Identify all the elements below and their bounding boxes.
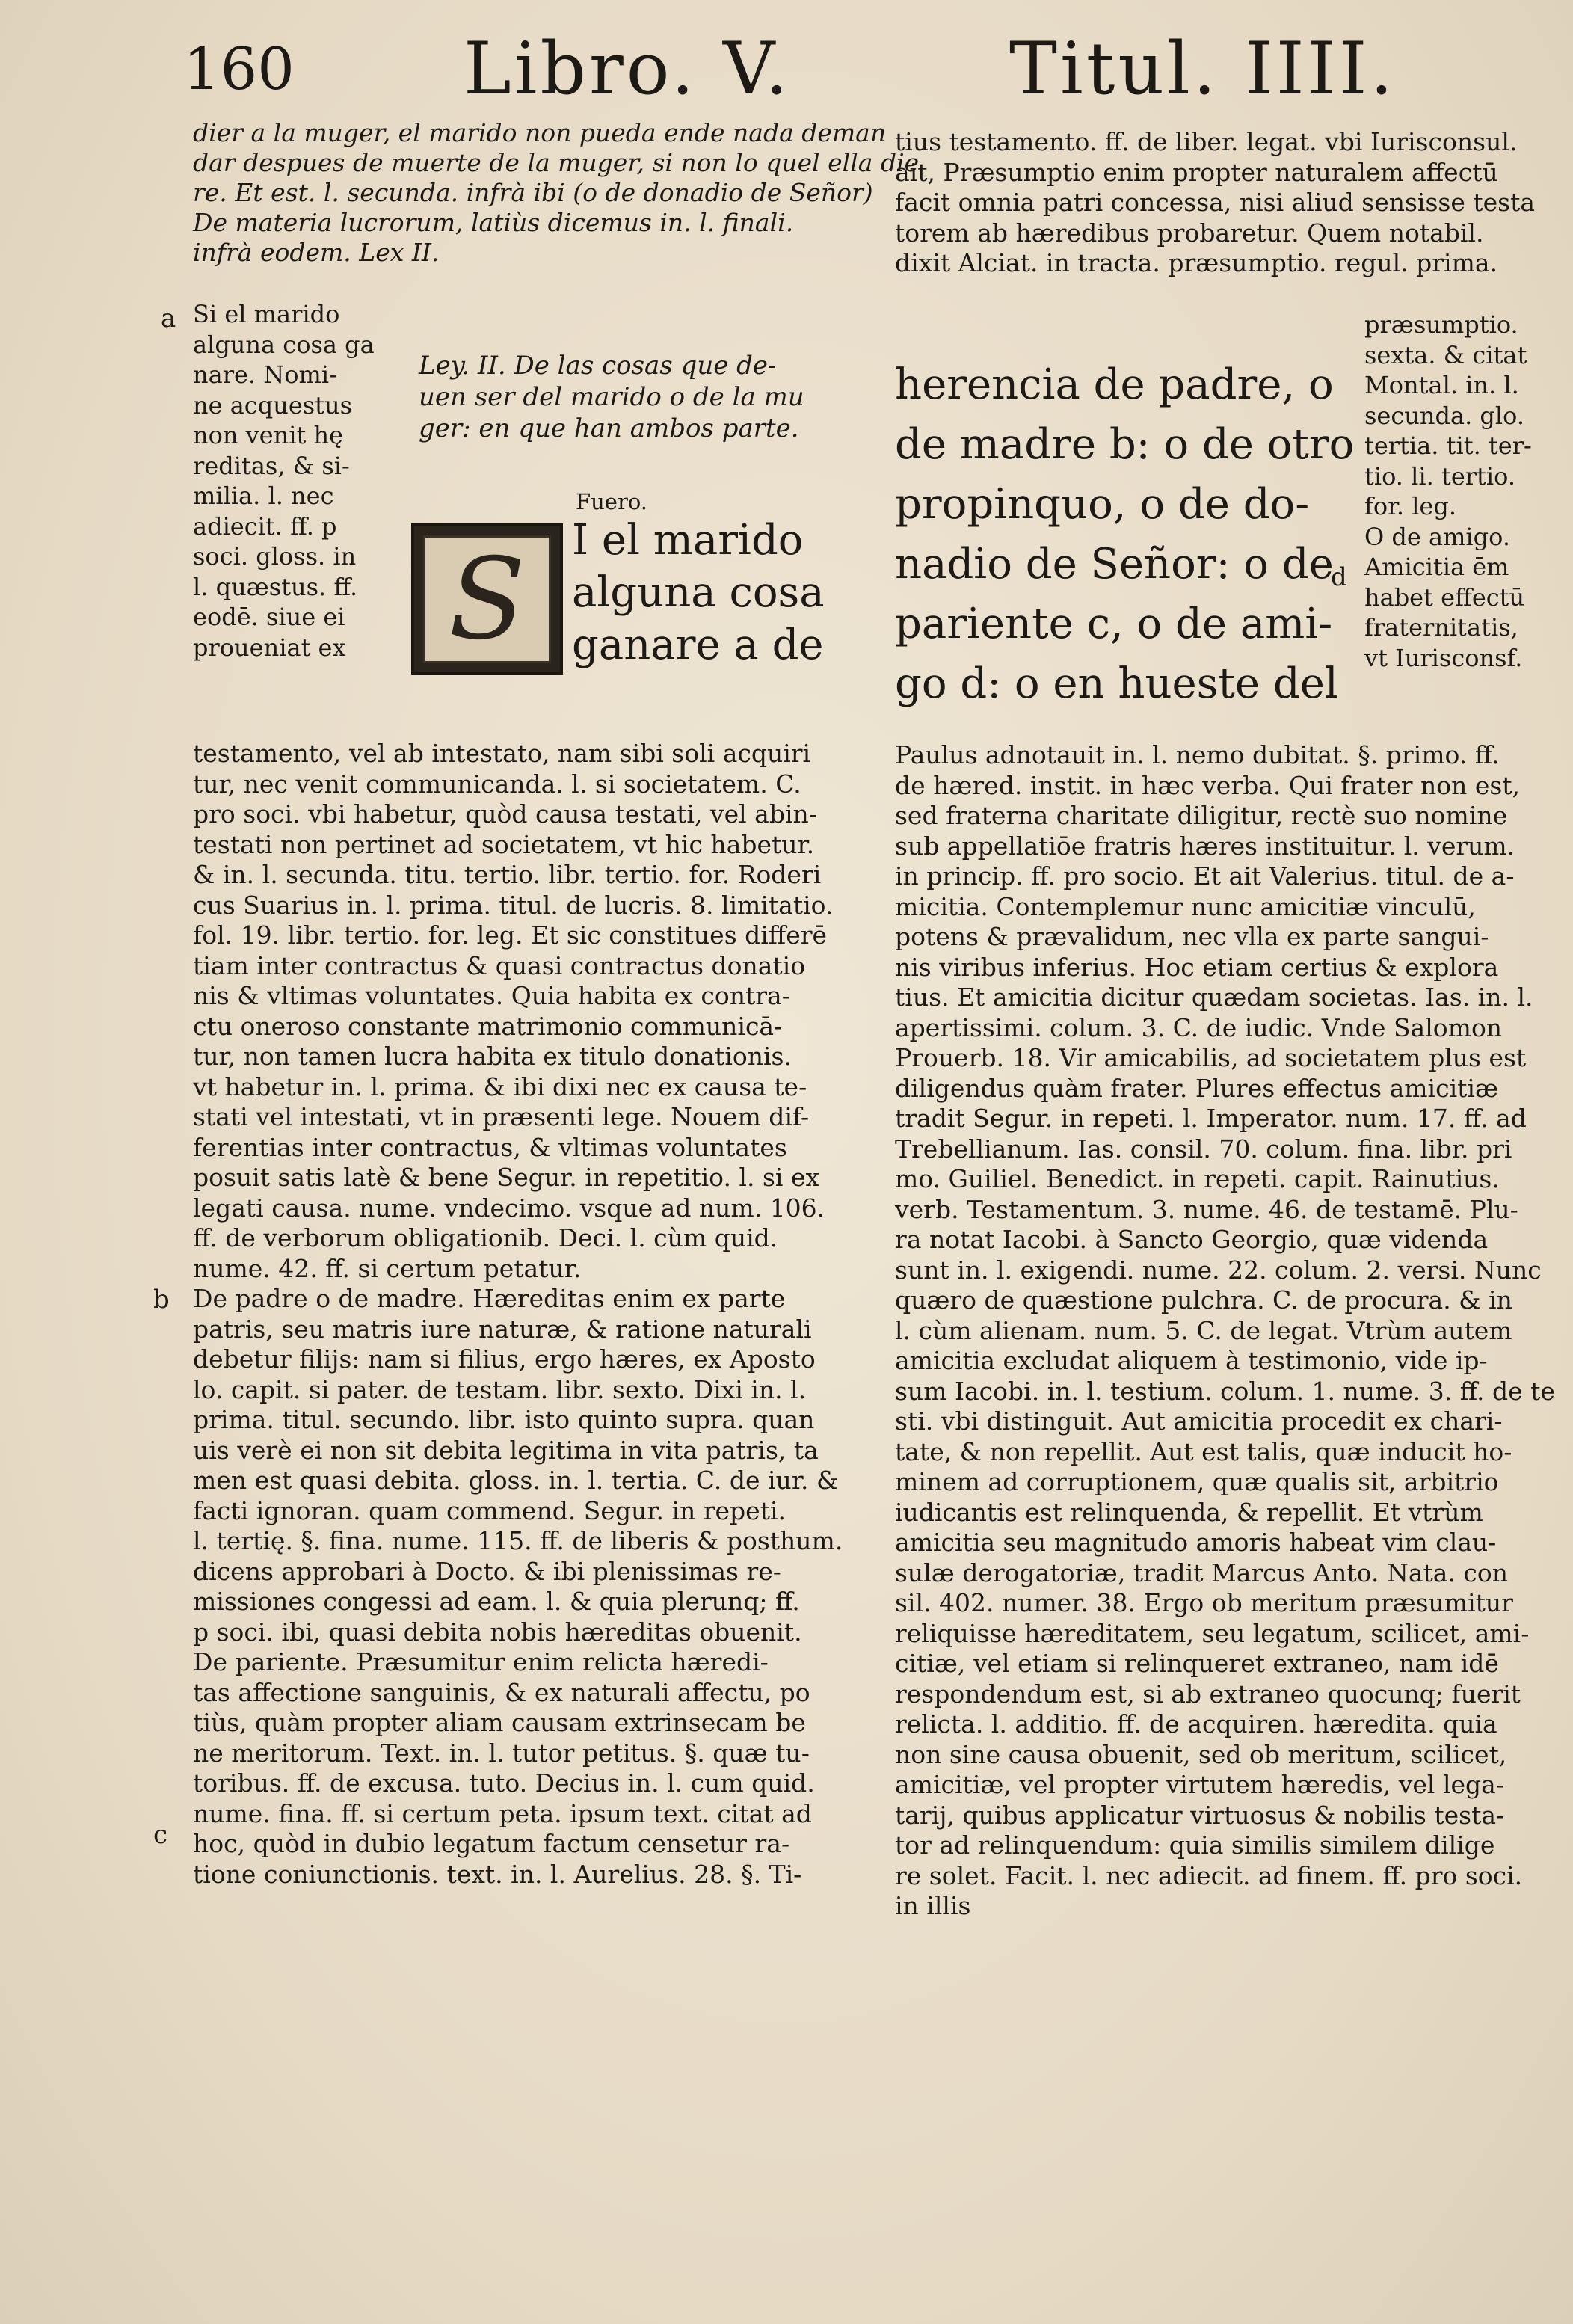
text-block: [1364, 310, 1566, 673]
text-line: fraternitatis,: [1364, 613, 1518, 642]
text-line: tur, non tamen lucra habita ex titulo donationis.: [193, 1042, 792, 1071]
text-line: sunt in. l. exigendi. nume. 22. colum. 2. versi. Nunc: [895, 1255, 1542, 1285]
text-line: dixit Alciat. in tracta. præsumptio. regul. prima.: [895, 248, 1498, 277]
text-line: pariente c, o de ami-: [895, 600, 1333, 648]
text-line: iudicantis est relinquenda, & repellit. Et vtrùm: [895, 1497, 1483, 1527]
text-line: minem ad corruptionem, quæ qualis sit, arbitrio: [895, 1467, 1499, 1496]
fuero-label: Fuero.: [576, 489, 647, 514]
text-line: re. Et est. l. secunda. infrà ibi (o de donadio de Señor): [193, 178, 873, 207]
page-number: 160: [183, 36, 295, 103]
text-line: go d: o en hueste del: [895, 660, 1338, 708]
text-line: stati vel intestati, vt in præsenti lege. Nouem dif-: [193, 1102, 810, 1131]
text-line: uis verè ei non sit debita legitima in vita patris, ta: [193, 1435, 819, 1465]
text-line: non venit hę: [193, 421, 344, 449]
text-block: [193, 118, 920, 268]
text-line: pro soci. vbi habetur, quòd causa testati, vel abin-: [193, 799, 817, 829]
text-line: ctu oneroso constante matrimonio communicā-: [193, 1011, 783, 1041]
text-line: re solet. Facit. l. nec adiecit. ad finem. ff. pro soci.: [895, 1860, 1523, 1890]
text-line: diligendus quàm frater. Plures effectus amicitiæ: [895, 1073, 1498, 1103]
text-line: potens & prævalidum, nec vlla ex parte sangui-: [895, 922, 1489, 951]
text-line: sum Iacobi. in. l. testium. colum. 1. nume. 3. ff. de te: [895, 1376, 1555, 1406]
text-line: patris, seu matris iure naturæ, & ratione naturali: [193, 1314, 812, 1344]
text-line: torem ab hæredibus probaretur. Quem notabil.: [895, 218, 1484, 248]
text-line: tiùs, quàm propter aliam causam extrinsecam be: [193, 1708, 806, 1737]
text-line: nare. Nomi-: [193, 360, 337, 389]
text-line: fol. 19. libr. tertio. for. leg. Et sic constitues differē: [193, 920, 828, 950]
text-line: Amicitia ēm: [1364, 553, 1509, 581]
text-line: mo. Guiliel. Benedict. in repeti. capit. Rainutius.: [895, 1164, 1500, 1193]
text-line: tertia. tit. ter-: [1364, 431, 1532, 460]
text-line: nume. 42. ff. si certum petatur.: [193, 1253, 582, 1283]
text-line: legati causa. nume. vndecimo. vsque ad num. 106.: [193, 1193, 825, 1223]
text-line: sti. vbi distinguit. Aut amicitia procedit ex chari-: [895, 1407, 1503, 1436]
text-line: sub appellatiōe fratris hæres instituitur. l. verum.: [895, 831, 1515, 861]
text-line: proueniat ex: [193, 633, 346, 662]
text-line: De materia lucrorum, latiùs dicemus in. l. finali.: [193, 208, 794, 237]
decorated-initial-frame: [423, 535, 551, 663]
text-line: ne meritorum. Text. in. l. tutor petitus. §. quæ tu-: [193, 1738, 810, 1768]
text-line: tio. li. tertio.: [1364, 461, 1516, 491]
text-line: tius testamento. ff. de liber. legat. vbi Iurisconsul.: [895, 127, 1518, 156]
text-block: [419, 350, 837, 444]
text-line: tur, nec venit communicanda. l. si societatem. C.: [193, 769, 801, 799]
text-line: Montal. in. l.: [1364, 371, 1519, 399]
text-line: tione coniunctionis. text. in. l. Aurelius. 28. §. Ti-: [193, 1859, 802, 1889]
text-line: testati non pertinet ad societatem, vt hic habetur.: [193, 829, 815, 859]
text-line: in princip. ff. pro socio. Et ait Valerius. titul. de a-: [895, 861, 1515, 891]
text-line: De padre o de madre. Hæreditas enim ex parte: [193, 1284, 786, 1313]
text-line: in illis: [895, 1891, 971, 1920]
text-line: tarij, quibus applicatur virtuosus & nobilis testa-: [895, 1800, 1505, 1830]
text-line: præsumptio.: [1364, 310, 1518, 339]
text-line: dar despues de muerte de la muger, si non lo quel ella die: [193, 148, 920, 177]
margin-note-marker-b: b: [153, 1285, 170, 1315]
text-line: ne acquestus: [193, 390, 353, 419]
text-line: l. quæstus. ff.: [193, 572, 358, 601]
text-line: reditas, & si-: [193, 451, 350, 480]
text-line: propinquo, o de do-: [895, 480, 1310, 529]
text-block: [193, 299, 376, 663]
text-line: eodē. siue ei: [193, 603, 345, 631]
text-line: p soci. ibi, quasi debita nobis hæreditas obuenit.: [193, 1617, 802, 1647]
text-block: [895, 355, 1355, 714]
text-line: micitia. Contemplemur nunc amicitiæ vinculū,: [895, 891, 1476, 921]
text-line: amicitiæ, vel propter virtutem hæredis, vel lega-: [895, 1770, 1505, 1799]
text-line: tor ad relinquendum: quia similis similem dilige: [895, 1830, 1495, 1860]
text-line: respondendum est, si ab extraneo quocunq; fuerit: [895, 1679, 1521, 1709]
text-line: apertissimi. colum. 3. C. de iudic. Vnde Salomon: [895, 1012, 1503, 1042]
text-line: toribus. ff. de excusa. tuto. Decius in. l. cum quid.: [193, 1768, 815, 1798]
law-text-large-continued: [895, 355, 1355, 714]
text-line: amicitia seu magnitudo amoris habeat vim clau-: [895, 1528, 1497, 1557]
text-line: l. tertię. §. fina. nume. 115. ff. de liberis & posthum.: [193, 1526, 843, 1555]
text-block: [193, 739, 843, 1890]
text-line: de madre b: o de otro: [895, 420, 1355, 469]
text-line: I el marido: [572, 516, 804, 565]
text-line: ger: en que han ambos parte.: [419, 414, 799, 443]
text-line: Si el marido: [193, 300, 340, 328]
text-line: infrà eodem. Lex II.: [193, 238, 440, 267]
text-line: nadio de Señor: o de: [895, 540, 1334, 588]
text-line: debetur filijs: nam si filius, ergo hæres, ex Aposto: [193, 1344, 816, 1374]
text-line: lo. capit. si pater. de testam. libr. sexto. Dixi in. l.: [193, 1374, 807, 1404]
text-line: de hæred. instit. in hæc verba. Qui frater non est,: [895, 770, 1521, 800]
text-line: ganare a de: [572, 621, 824, 669]
text-line: tiam inter contractus & quasi contractus donatio: [193, 950, 806, 980]
text-line: posuit satis latè & bene Segur. in repetitio. l. si ex: [193, 1163, 820, 1192]
text-line: nis & vltimas voluntates. Quia habita ex contra-: [193, 981, 790, 1010]
text-line: adiecit. ff. p: [193, 511, 337, 541]
text-line: uen ser del marido o de la mu: [419, 382, 804, 412]
text-block: [572, 514, 841, 671]
text-line: secunda. glo.: [1364, 401, 1524, 430]
text-line: l. cùm alienam. num. 5. C. de legat. Vtrùm autem: [895, 1315, 1512, 1345]
law-heading: [419, 350, 837, 444]
text-line: nis viribus inferius. Hoc etiam certius & explora: [895, 952, 1499, 982]
left-side-gloss: [193, 299, 376, 663]
initial-letter: S: [449, 534, 526, 665]
text-line: dicens approbari à Docto. & ibi plenissimas re-: [193, 1556, 781, 1586]
text-line: Trebellianum. Ias. consil. 70. colum. fina. libr. pri: [895, 1134, 1512, 1163]
text-line: ff. de verborum obligationib. Deci. l. cùm quid.: [193, 1223, 778, 1252]
left-commentary: [193, 739, 843, 1890]
text-line: ferentias inter contractus, & vltimas voluntates: [193, 1132, 787, 1162]
text-line: tradit Segur. in repeti. l. Imperator. num. 17. ff. ad: [895, 1104, 1527, 1133]
text-line: sed fraterna charitate diligitur, rectè suo nomine: [895, 801, 1508, 830]
text-line: sulæ derogatoriæ, tradit Marcus Anto. Nata. con: [895, 1558, 1509, 1587]
text-line: habet effectū: [1364, 582, 1525, 612]
text-line: sil. 402. numer. 38. Ergo ob meritum præsumitur: [895, 1588, 1513, 1617]
running-head-title: Titul. IIII.: [1009, 27, 1397, 111]
law-text-large: [572, 514, 841, 671]
text-line: for. leg.: [1364, 492, 1457, 520]
page-header: [0, 22, 1573, 111]
decorated-initial: [411, 523, 563, 675]
text-line: milia. l. nec: [193, 482, 334, 510]
text-line: tius. Et amicitia dicitur quædam societas. Ias. in. l.: [895, 983, 1533, 1012]
text-block: [895, 127, 1568, 279]
text-block: [895, 740, 1568, 1922]
text-line: Ley. II. De las cosas que de-: [419, 351, 777, 381]
text-line: Prouerb. 18. Vir amicabilis, ad societatem plus est: [895, 1043, 1527, 1072]
text-line: quæro de quæstione pulchra. C. de procura. & in: [895, 1285, 1512, 1315]
margin-note-marker-d: d: [1331, 562, 1347, 592]
text-line: herencia de padre, o: [895, 360, 1334, 409]
text-line: & in. l. secunda. titu. tertio. libr. tertio. for. Roderi: [193, 860, 822, 889]
right-top-text: [895, 127, 1568, 279]
text-line: amicitia excludat aliquem à testimonio, vide ip-: [895, 1346, 1488, 1375]
text-line: men est quasi debita. gloss. in. l. tertia. C. de iur. &: [193, 1466, 839, 1495]
text-line: nume. fina. ff. si certum peta. ipsum text. citat ad: [193, 1798, 812, 1828]
right-commentary: [895, 740, 1568, 1922]
text-line: ra notat Iacobi. à Sancto Georgio, quæ videnda: [895, 1225, 1489, 1254]
margin-note-marker-c: c: [153, 1820, 168, 1850]
text-line: sexta. & citat: [1364, 340, 1527, 369]
text-line: testamento, vel ab intestato, nam sibi soli acquiri: [193, 739, 811, 768]
text-line: soci. gloss. in: [193, 542, 357, 571]
text-line: alguna cosa ga: [193, 330, 375, 359]
text-line: vt habetur in. l. prima. & ibi dixi nec ex causa te-: [193, 1072, 807, 1101]
text-line: dier a la muger, el marido non pueda ende nada deman: [193, 118, 887, 147]
right-side-gloss: [1364, 310, 1566, 673]
left-top-text: [193, 118, 920, 268]
text-line: facti ignoran. quam commend. Segur. in repeti.: [193, 1495, 786, 1525]
text-line: missiones congessi ad eam. l. & quia plerunq; ff.: [193, 1587, 800, 1616]
text-line: reliquisse hæreditatem, seu legatum, scilicet, ami-: [895, 1618, 1530, 1648]
text-line: verb. Testamentum. 3. nume. 46. de testamē. Plu-: [895, 1194, 1518, 1224]
margin-note-marker-a: a: [161, 304, 176, 333]
text-line: citiæ, vel etiam si relinqueret extraneo, nam idē: [895, 1649, 1499, 1678]
text-line: alguna cosa: [572, 568, 825, 617]
text-line: tate, & non repellit. Aut est talis, quæ inducit ho-: [895, 1436, 1512, 1466]
running-head-book: Libro. V.: [464, 27, 791, 111]
text-line: O de amigo.: [1364, 522, 1511, 551]
text-line: non sine causa obuenit, sed ob meritum, scilicet,: [895, 1739, 1507, 1769]
text-line: vt Iurisconsf.: [1364, 643, 1523, 672]
text-line: relicta. l. additio. ff. de acquiren. hæredita. quia: [895, 1709, 1497, 1739]
text-line: ait, Præsumptio enim propter naturalem affectū: [895, 157, 1498, 187]
text-line: Paulus adnotauit in. l. nemo dubitat. §. primo. ff.: [895, 740, 1500, 769]
text-line: De pariente. Præsumitur enim relicta hæredi-: [193, 1647, 769, 1676]
text-line: cus Suarius in. l. prima. titul. de lucris. 8. limitatio.: [193, 890, 834, 920]
text-line: hoc, quòd in dubio legatum factum censetur ra-: [193, 1829, 790, 1858]
text-line: prima. titul. secundo. libr. isto quinto supra. quan: [193, 1405, 815, 1434]
text-line: tas affectione sanguinis, & ex naturali affectu, po: [193, 1677, 810, 1707]
text-line: facit omnia patri concessa, nisi aliud sensisse testa: [895, 188, 1536, 217]
